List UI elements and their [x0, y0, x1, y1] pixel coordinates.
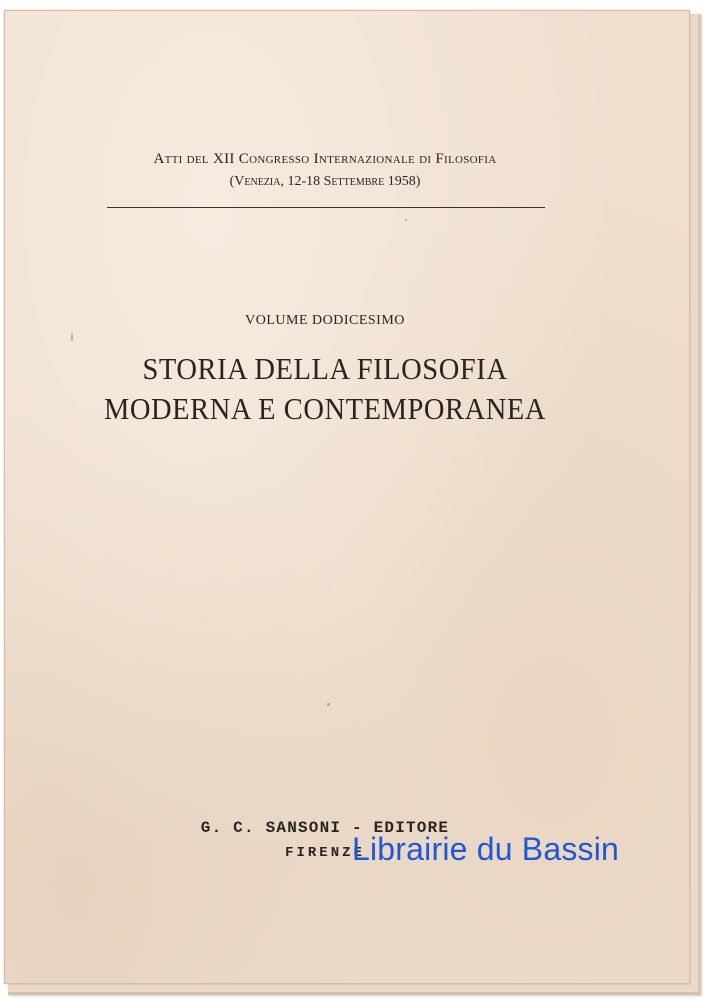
- seller-watermark: Librairie du Bassin: [352, 831, 620, 867]
- paper-speck: [405, 219, 407, 221]
- publisher-name: G. C. SANSONI - EDITORE: [200, 819, 450, 837]
- congress-dates: (Venezia, 12-18 Settembre 1958): [229, 174, 421, 189]
- congress-title: Atti del XII Congresso Internazionale di Filosofia: [153, 151, 497, 167]
- publisher-city: FIRENZE: [285, 845, 365, 861]
- volume-label: VOLUME DODICESIMO: [245, 313, 405, 328]
- book-title-line-1: STORIA DELLA FILOSOFIA: [142, 351, 508, 386]
- paper-speck: [327, 703, 330, 706]
- divider-rule: [107, 207, 545, 208]
- book-title-line-2: MODERNA E CONTEMPORANEA: [103, 391, 547, 426]
- paper-speck: [71, 333, 73, 342]
- book-title: [31, 349, 620, 429]
